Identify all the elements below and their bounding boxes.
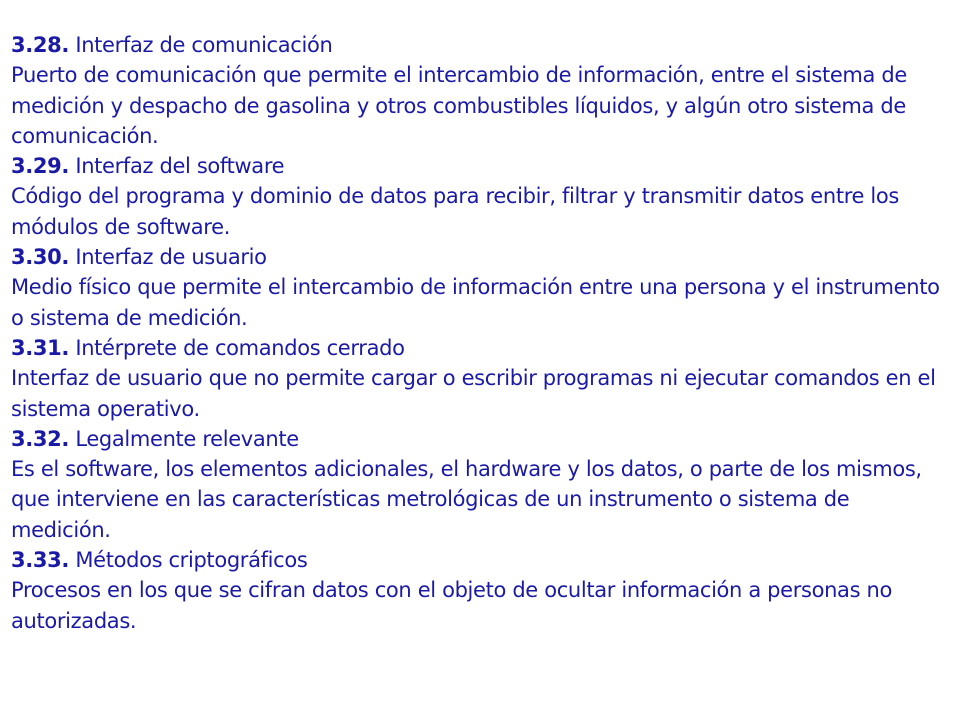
definition-entry-3-32 bbox=[11, 424, 941, 545]
term-title: Métodos criptográficos bbox=[75, 548, 308, 573]
term-number: 3.32. bbox=[11, 426, 70, 451]
term-heading bbox=[11, 30, 941, 60]
term-definition: Puerto de comunicación que permite el intercambio de información, entre el sistema de medición y despacho de gasolina y otros combustibles líquidos, y algún otro sistema de comunicación. bbox=[11, 63, 907, 148]
term-heading bbox=[11, 545, 941, 575]
term-number: 3.30. bbox=[11, 245, 70, 270]
term-heading bbox=[11, 424, 941, 454]
term-title: Interfaz de usuario bbox=[75, 245, 267, 270]
term-number: 3.31. bbox=[11, 335, 70, 360]
definition-entry-3-30 bbox=[11, 242, 941, 333]
definition-entry-3-33 bbox=[11, 545, 941, 636]
definition-entry-3-31 bbox=[11, 333, 941, 424]
definitions-document bbox=[11, 30, 941, 636]
term-definition: Interfaz de usuario que no permite cargar o escribir programas ni ejecutar comandos en el sistema operativo. bbox=[11, 366, 936, 421]
term-heading bbox=[11, 151, 941, 181]
term-number: 3.29. bbox=[11, 154, 70, 179]
term-definition: Es el software, los elementos adicionales, el hardware y los datos, o parte de los mismos, que interviene en las características metrológicas de un instrumento o sistema de medición. bbox=[11, 457, 922, 542]
term-heading bbox=[11, 242, 941, 272]
term-heading bbox=[11, 333, 941, 363]
term-number: 3.33. bbox=[11, 548, 70, 573]
term-title: Legalmente relevante bbox=[75, 426, 299, 451]
term-definition: Código del programa y dominio de datos para recibir, filtrar y transmitir datos entre los módulos de software. bbox=[11, 184, 900, 239]
definition-entry-3-29 bbox=[11, 151, 941, 242]
term-title: Interfaz de comunicación bbox=[75, 33, 333, 57]
term-title: Intérprete de comandos cerrado bbox=[75, 335, 405, 360]
term-definition: Medio físico que permite el intercambio de información entre una persona y el instrumento o sistema de medición. bbox=[11, 275, 940, 330]
term-number: 3.28. bbox=[11, 33, 70, 57]
term-definition: Procesos en los que se cifran datos con el objeto de ocultar información a personas no autorizadas. bbox=[11, 578, 892, 633]
term-title: Interfaz del software bbox=[75, 154, 285, 179]
definition-entry-3-28 bbox=[11, 30, 941, 151]
